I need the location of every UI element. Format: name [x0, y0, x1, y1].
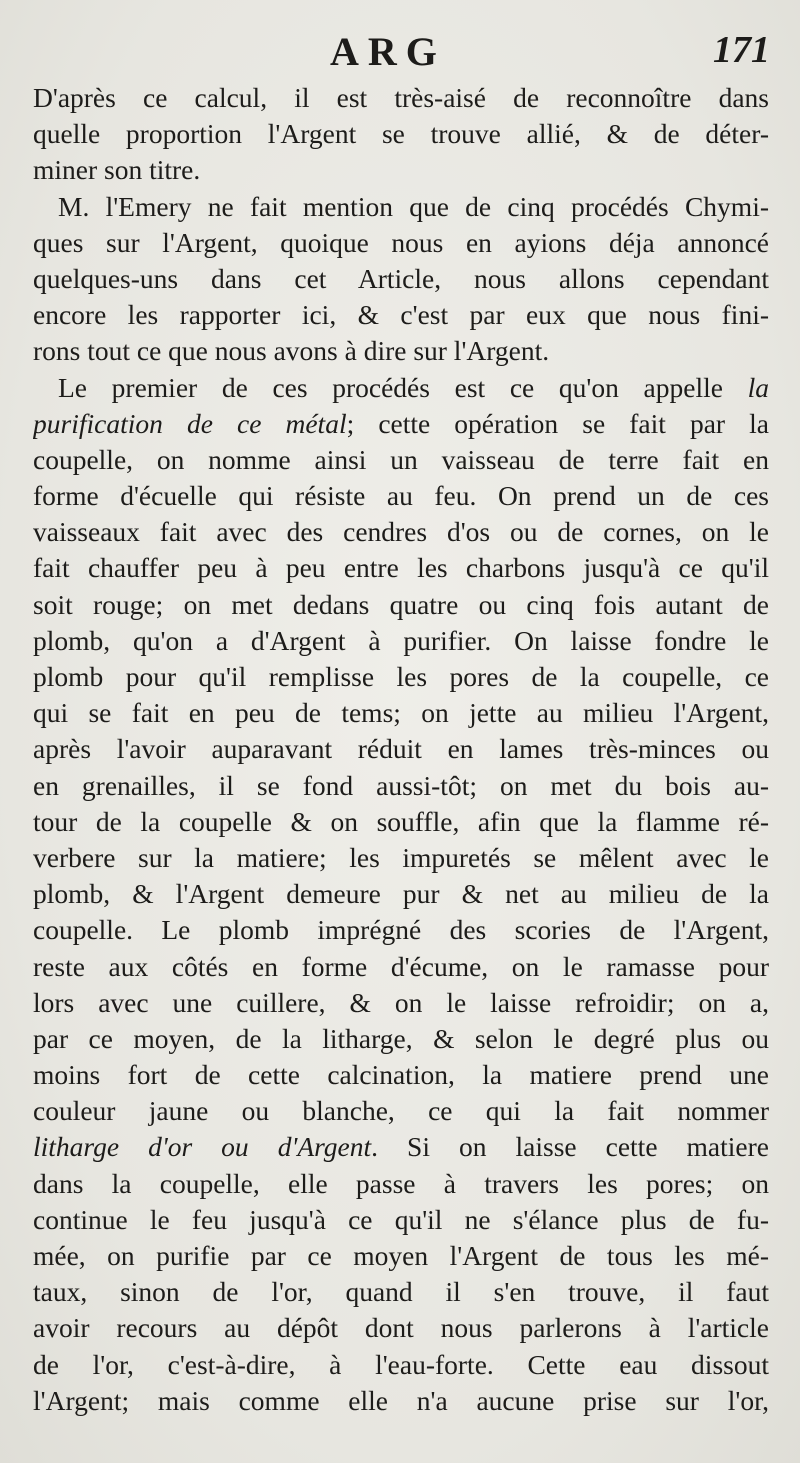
text-line — [33, 370, 769, 406]
text-line: coupelle, on nomme ainsi un vaisseau de terre fait en — [33, 443, 769, 475]
text-line: de l'or, c'est-à-dire, à l'eau-forte. Cette eau dissout — [33, 1348, 769, 1380]
text-line: forme d'écuelle qui résiste au feu. On prend un de ces — [33, 480, 769, 512]
page-number: 171 — [713, 29, 770, 71]
text-line: taux, sinon de l'or, quand il s'en trouve, il faut — [33, 1276, 769, 1308]
text-line: verbere sur la matiere; les impuretés se mêlent avec le — [33, 841, 769, 873]
text-line: lors avec une cuillere, & on le laisse refroidir; on a, — [33, 986, 769, 1018]
text-line: l'Argent; mais comme elle n'a aucune prise sur l'or, — [33, 1384, 769, 1416]
text-line: M. l'Emery ne fait mention que de cinq procédés Chymi- — [58, 190, 769, 222]
text-line: qui se fait en peu de tems; on jette au milieu l'Argent, — [33, 697, 769, 729]
text-line: en grenailles, il se fond aussi-tôt; on met du bois au- — [33, 769, 769, 801]
text-line — [33, 406, 769, 442]
italic-text: litharge d'or ou d'Argent — [33, 1131, 372, 1163]
text-body — [33, 80, 769, 1419]
text-line: par ce moyen, de la litharge, & selon le degré plus ou — [33, 1022, 769, 1054]
text-line: continue le feu jusqu'à ce qu'il ne s'élance plus de fu- — [33, 1203, 769, 1235]
text-line — [33, 1129, 769, 1165]
text-line: après l'avoir auparavant réduit en lames très-minces ou — [33, 733, 769, 765]
text-line: avoir recours au dépôt dont nous parlerons à l'article — [33, 1312, 769, 1344]
text-line: mée, on purifie par ce moyen l'Argent de tous les mé- — [33, 1240, 769, 1271]
text-line: D'après ce calcul, il est très-aisé de reconnoître dans — [33, 82, 769, 113]
text-span: Le premier de ces procédés est ce qu'on appelle — [58, 371, 748, 403]
text-line: ques sur l'Argent, quoique nous en ayions déja annoncé — [33, 226, 769, 258]
text-line: quelle proportion l'Argent se trouve allié, & de déter- — [33, 118, 769, 150]
text-line: vaisseaux fait avec des cendres d'os ou de cornes, on le — [33, 516, 769, 548]
text-line: encore les rapporter ici, & c'est par eux que nous fini- — [33, 299, 769, 331]
text-line: coupelle. Le plomb imprégné des scories de l'Argent, — [33, 914, 769, 946]
running-head — [0, 28, 800, 78]
text-line: tour de la coupelle & on souffle, afin que la flamme ré- — [33, 805, 769, 837]
text-line: plomb, & l'Argent demeure pur & net au milieu de la — [33, 878, 769, 910]
text-span: ; cette opération se fait par la — [346, 407, 769, 439]
text-line: couleur jaune ou blanche, ce qui la fait nommer — [33, 1095, 769, 1127]
text-line: miner son titre. — [33, 154, 201, 186]
text-line: reste aux côtés en forme d'écume, on le ramasse pour — [33, 950, 769, 982]
italic-text: purification de ce métal — [33, 407, 347, 439]
text-line: soit rouge; on met dedans quatre ou cinq fois autant de — [33, 588, 769, 620]
text-line: rons tout ce que nous avons à dire sur l'Argent. — [33, 335, 550, 367]
headword: ARG — [330, 29, 446, 74]
text-span: . Si on laisse cette matiere — [371, 1131, 769, 1163]
text-line: fait chauffer peu à peu entre les charbons jusqu'à ce qu'il — [33, 552, 769, 584]
text-line: plomb, qu'on a d'Argent à purifier. On laisse fondre le — [33, 624, 769, 656]
text-line: moins fort de cette calcination, la matiere prend une — [33, 1059, 769, 1091]
text-line: plomb pour qu'il remplisse les pores de la coupelle, ce — [33, 661, 769, 692]
italic-text: la — [747, 371, 769, 403]
text-line: dans la coupelle, elle passe à travers les pores; on — [33, 1167, 769, 1199]
text-line: quelques-uns dans cet Article, nous allons cependant — [33, 262, 769, 294]
